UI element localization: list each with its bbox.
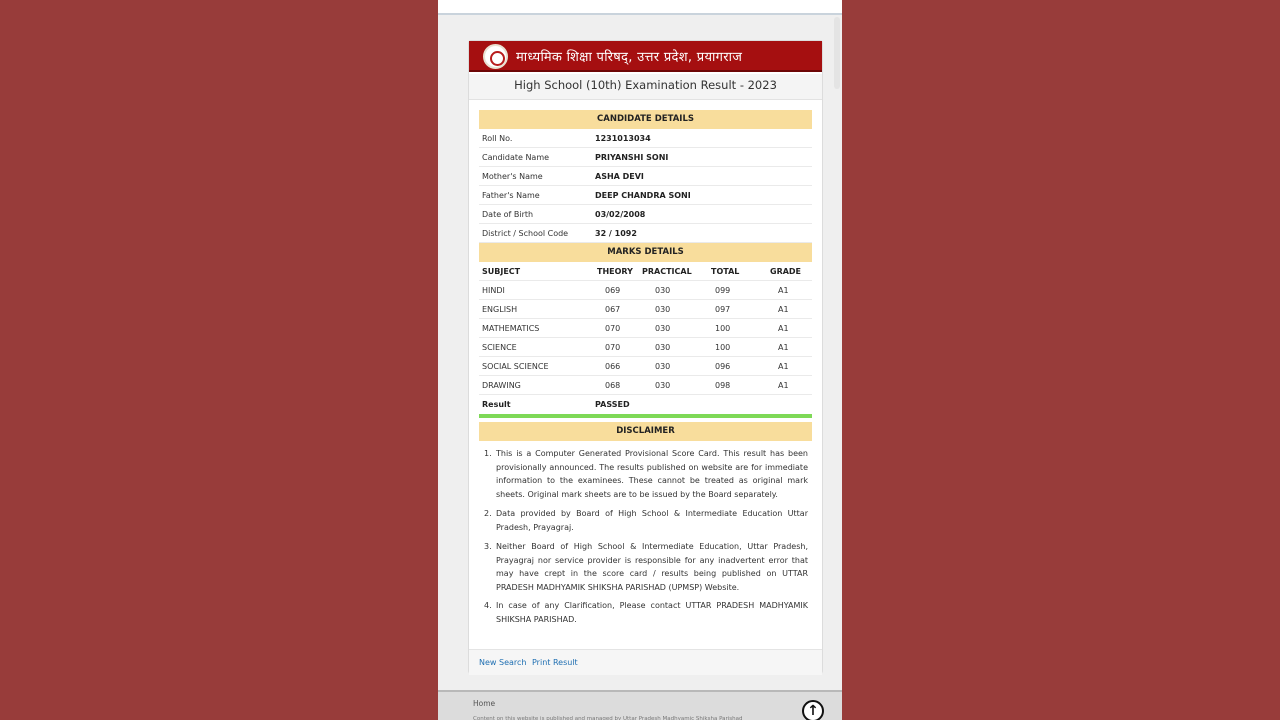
subject-cell: MATHEMATICS <box>482 324 540 333</box>
result-status-bar <box>479 414 812 418</box>
field-row-mother-name <box>479 167 812 186</box>
field-label: Candidate Name <box>482 153 550 162</box>
result-card <box>468 40 823 674</box>
new-search-link[interactable]: New Search <box>479 658 527 667</box>
marks-row <box>479 357 812 376</box>
col-practical-header: PRACTICAL <box>642 267 692 276</box>
disclaimer-text: This is a Computer Generated Provisional Score Card. This result has been provisionally announced. The results published on website are for immediate information to the examinees. These cannot be treated as original mark sheets. Original mark sheets are to be issued by the Board separately. <box>496 449 808 499</box>
field-value: 32 / 1092 <box>595 229 637 238</box>
field-row-candidate-name <box>479 148 812 167</box>
practical-cell: 030 <box>655 343 671 352</box>
subject-cell: ENGLISH <box>482 305 518 314</box>
grade-cell: A1 <box>778 305 789 314</box>
disclaimer-number: 1. <box>484 449 492 458</box>
mobile-viewport <box>438 0 842 720</box>
disclaimer-item <box>479 540 812 595</box>
marks-row <box>479 319 812 338</box>
arrow-up-icon: ↑ <box>807 703 819 719</box>
theory-cell: 070 <box>605 343 621 352</box>
field-label: Mother's Name <box>482 172 543 181</box>
field-label: Roll No. <box>482 134 513 143</box>
home-link[interactable]: Home <box>473 699 496 708</box>
field-row-father-name <box>479 186 812 205</box>
grade-cell: A1 <box>778 324 789 333</box>
marks-details-heading: MARKS DETAILS <box>479 243 812 262</box>
exam-title: High School (10th) Examination Result - 2023 <box>469 74 822 100</box>
total-cell: 096 <box>715 362 731 371</box>
disclaimer-text: Neither Board of High School & Intermediate Education, Uttar Pradesh, Prayagraj nor service provider is responsible for any inadvertent error that may have crept in the score card / results being published on UTTAR PRADESH MADHYAMIK SHIKSHA PARISHAD (UPMSP) Website. <box>496 542 808 592</box>
practical-cell: 030 <box>655 362 671 371</box>
grade-cell: A1 <box>778 381 789 390</box>
field-value: 03/02/2008 <box>595 210 646 219</box>
footer-note: Content on this website is published and managed by Uttar Pradesh Madhyamic Shiksha Parishad <box>473 716 743 720</box>
site-footer <box>438 690 842 720</box>
field-row-roll-no <box>479 129 812 148</box>
grade-cell: A1 <box>778 362 789 371</box>
practical-cell: 030 <box>655 381 671 390</box>
subject-cell: SCIENCE <box>482 343 517 352</box>
scrollbar[interactable] <box>834 17 840 89</box>
candidate-details-heading: CANDIDATE DETAILS <box>479 110 812 129</box>
field-value: 1231013034 <box>595 134 651 143</box>
total-cell: 100 <box>715 343 731 352</box>
theory-cell: 067 <box>605 305 621 314</box>
board-banner <box>469 41 822 72</box>
action-links <box>469 649 822 675</box>
col-grade-header: GRADE <box>770 267 802 276</box>
marks-row <box>479 376 812 395</box>
scroll-to-top-button[interactable] <box>802 700 824 720</box>
disclaimer-item <box>479 599 812 627</box>
field-label: Father's Name <box>482 191 540 200</box>
field-value: PRIYANSHI SONI <box>595 153 669 162</box>
disclaimer-number: 2. <box>484 509 492 518</box>
banner-title: माध्यमिक शिक्षा परिषद्, उत्तर प्रदेश, प्रयागराज <box>516 50 743 65</box>
disclaimer-heading: DISCLAIMER <box>479 422 812 441</box>
practical-cell: 030 <box>655 324 671 333</box>
field-label: Date of Birth <box>482 210 534 219</box>
total-cell: 100 <box>715 324 731 333</box>
grade-cell: A1 <box>778 286 789 295</box>
field-value: ASHA DEVI <box>595 172 644 181</box>
col-total-header: TOTAL <box>711 267 740 276</box>
subject-cell: DRAWING <box>482 381 521 390</box>
disclaimer-number: 4. <box>484 601 492 610</box>
disclaimer-number: 3. <box>484 542 492 551</box>
marks-header-row <box>479 262 812 281</box>
disclaimer-item <box>479 447 812 502</box>
practical-cell: 030 <box>655 305 671 314</box>
subject-cell: SOCIAL SCIENCE <box>482 362 549 371</box>
theory-cell: 066 <box>605 362 621 371</box>
field-label: District / School Code <box>482 229 569 238</box>
field-value: DEEP CHANDRA SONI <box>595 191 691 200</box>
total-cell: 099 <box>715 286 731 295</box>
theory-cell: 070 <box>605 324 621 333</box>
theory-cell: 069 <box>605 286 621 295</box>
theory-cell: 068 <box>605 381 621 390</box>
field-row-district-school-code <box>479 224 812 243</box>
marks-row <box>479 281 812 300</box>
practical-cell: 030 <box>655 286 671 295</box>
print-result-link[interactable]: Print Result <box>532 658 578 667</box>
subject-cell: HINDI <box>482 286 505 295</box>
total-cell: 097 <box>715 305 731 314</box>
marks-row <box>479 300 812 319</box>
disclaimer-text: In case of any Clarification, Please contact UTTAR PRADESH MADHYAMIK SHIKSHA PARISHAD. <box>496 601 808 624</box>
grade-cell: A1 <box>778 343 789 352</box>
col-theory-header: THEORY <box>597 267 633 276</box>
browser-top-bar <box>438 0 842 15</box>
col-subject-header: SUBJECT <box>482 267 521 276</box>
marks-row <box>479 338 812 357</box>
up-emblem-icon <box>483 44 508 69</box>
disclaimer-item <box>479 507 812 535</box>
disclaimer-text: Data provided by Board of High School & Intermediate Education Uttar Pradesh, Prayagraj. <box>496 509 808 532</box>
result-value: PASSED <box>595 400 630 409</box>
total-cell: 098 <box>715 381 731 390</box>
result-label: Result <box>482 400 511 409</box>
result-row <box>479 395 812 414</box>
field-row-date-of-birth <box>479 205 812 224</box>
